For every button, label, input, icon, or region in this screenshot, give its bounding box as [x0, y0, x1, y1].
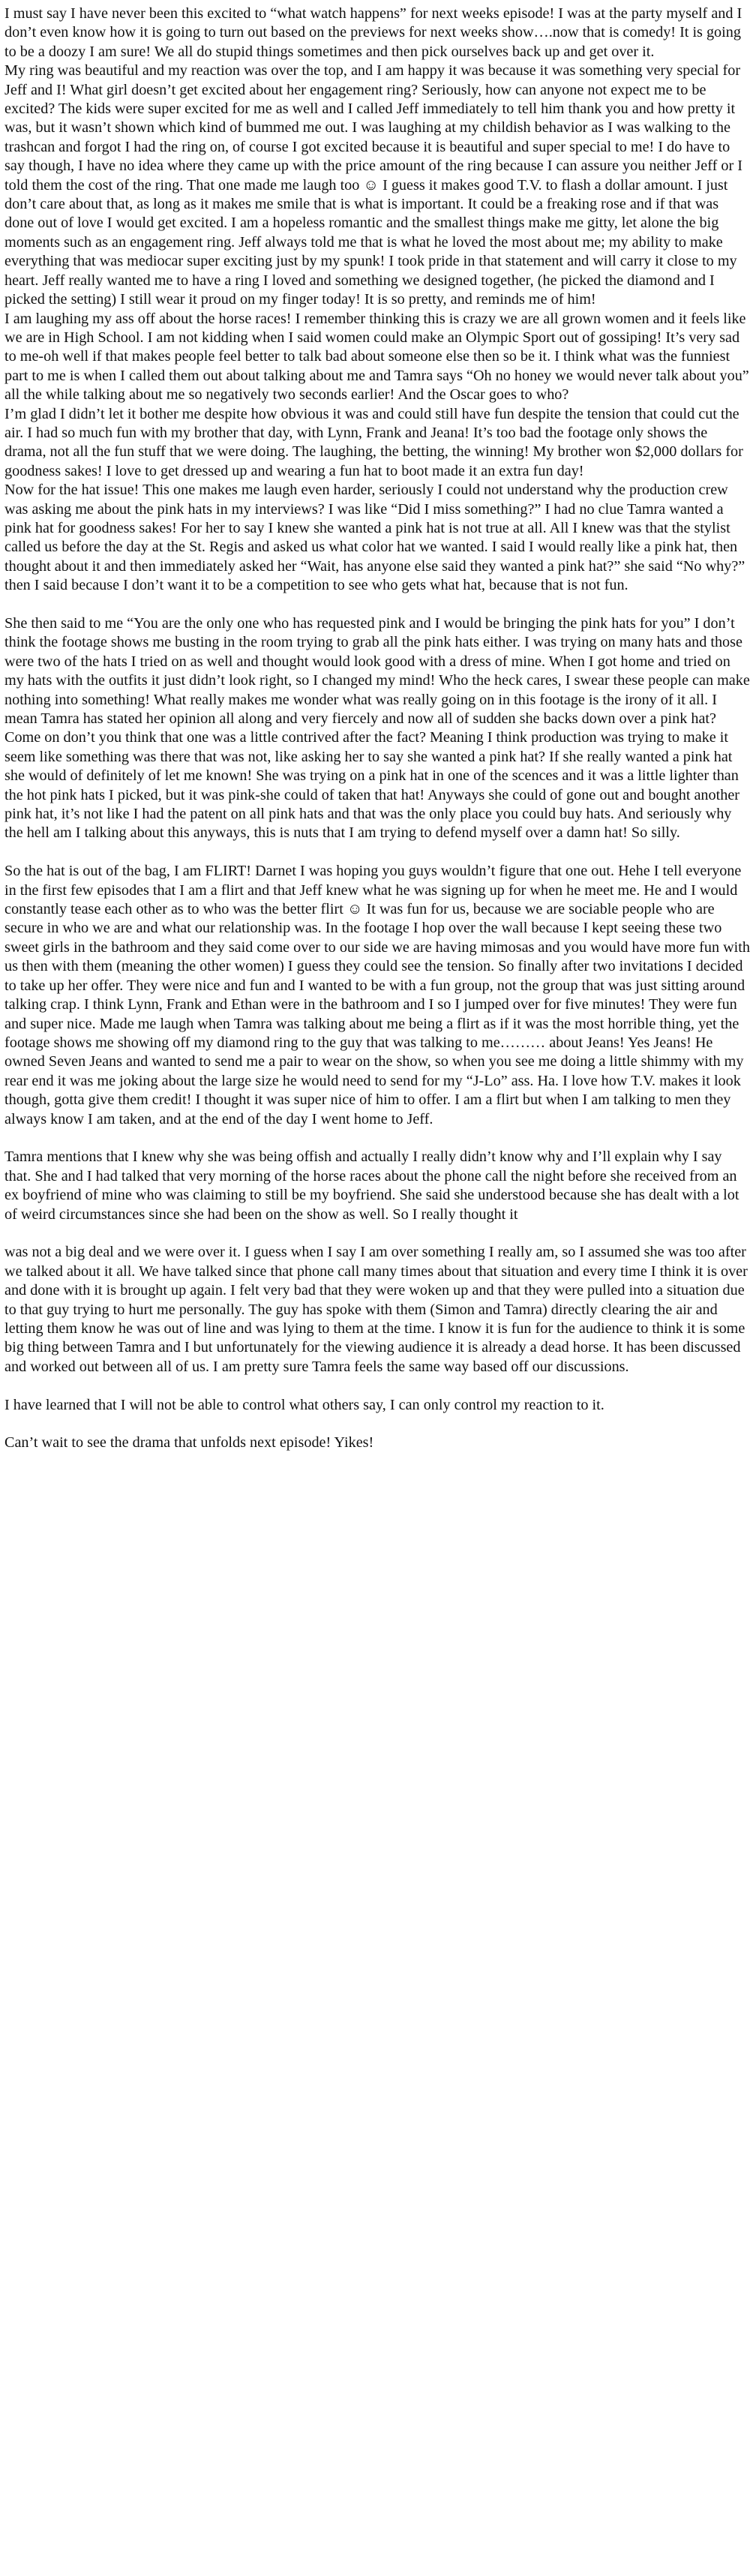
paragraph-engagement-ring: My ring was beautiful and my reaction was over the top, and I am happy it was because it was something very special for Jeff and I! What girl doesn’t get excited about her engagement ring? Seriously, how can anyone not expect me to be excited? The kids were super excited for me as well and I called Jeff immediately to tell him thank you and how pretty it was, but it wasn’t shown which kind of bummed me out. I was laughing at my childish behavior as I was walking to the trashcan and forgot I had the ring on, of course I got excited because it is beautiful and super special to me! I do have to say though, I have no idea where they came up with the price amount of the ring because I can assure you neither Jeff or I told them the cost of the ring. That one made me laugh too ☺ I guess it makes good T.V. to flash a dollar amount. I just don’t care about that, as long as it makes me smile that is what is important. It could be a freaking rose and if that was done out of love I would get excited. I am a hopeless romantic and the smallest things make me gitty, let alone the big moments such as an engagement ring. Jeff always told me that is what he loved the most about me; my ability to make everything that was mediocar super exciting just by my spunk! I took pride in that statement and will carry it close to my heart. Jeff really wanted me to have a ring I loved and something we designed together, (he picked the diamond and I picked the setting) I still wear it proud on my finger today! It is so pretty, and reminds me of him!	[4, 62, 742, 308]
paragraph-flirt: So the hat is out of the bag, I am FLIRT! Darnet I was hoping you guys wouldn’t figure that one out. Hehe I tell everyone in the first few episodes that I am a flirt and that Jeff knew what he was signing up for when he meet me. He and I would constantly tease each other as to who was the better flirt ☺ It was fun for us, because we are sociable people who are secure in who we are and what our relationship was. In the footage I hop over the wall because I kept seeing these two sweet girls in the bathroom and they said come over to our side we are having mimosas and you would have more fun with us then with them (meaning the other women) I guess they could see the tension. So finally after two invitations I decided to take up her offer. They were nice and fun and I wanted to be with a fun group, not the group that was just sitting around talking crap. I think Lynn, Frank and Ethan were in the bathroom and I so I jumped over for five minutes! They were fun and super nice. Made me laugh when Tamra was talking about me being a flirt as if it was the most horrible thing, yet the footage shows me showing off my diamond ring to the guy that was talking to me……… about Jeans! Yes Jeans! He owned Seven Jeans and wanted to send me a pair to wear on the show, so when you see me doing a little shimmy with my rear end it was me joking about the large size he would need to send for my “J-Lo” ass. Ha. I love how T.V. makes it look though, gotta give them credit! I thought it was super nice of him to offer. I am a flirt but when I am talking to men they always know I am taken, and at the end of the day I went home to Jeff.	[4, 863, 750, 1127]
paragraph-episode-intro: I must say I have never been this excited to “what watch happens” for next weeks episode! I was at the party myself and I don’t even know how it is going to turn out based on the previews for next weeks show….now that is comedy! It is going to be a doozy I am sure! We all do stupid things sometimes and then pick ourselves back up and get over it.	[4, 5, 742, 60]
paragraph-closing: Can’t wait to see the drama that unfolds next episode! Yikes!	[4, 1434, 374, 1452]
paragraph-tamra-offish: Tamra mentions that I knew why she was being offish and actually I really didn’t know why and I’ll explain why I say that. She and I had talked that very morning of the horse races about the phone call the night before she received from an ex boyfriend of mine who was claiming to still be my boyfriend. She said she understood because she has dealt with a lot of weird circumstances since she had been on the show as well. So I really thought it	[4, 1148, 740, 1223]
paragraph-horse-races: I am laughing my ass off about the horse races! I remember thinking this is crazy we are all grown women and it feels like we are in High School. I am not kidding when I said women could make an Olympic Sport out of gossiping! It’s very sad to me-oh well if that makes people feel better to talk bad about someone else then so be it. I think what was the funniest part to me is when I called them out about talking about me and Tamra says “Oh no honey we would never talk about you” all the while talking about me so negatively two seconds earlier! And the Oscar goes to who?	[4, 310, 749, 404]
paragraph-control-reaction: I have learned that I will not be able to control what others say, I can only control my reaction to it.	[4, 1396, 604, 1413]
paragraph-fun-day: I’m glad I didn’t let it bother me despite how obvious it was and could still have fun despite the tension that could cut the air. I had so much fun with my brother that day, with Lynn, Frank and Jeana! It’s too bad the footage only shows the drama, not all the fun stuff that we were doing. The laughing, the betting, the winning! My brother won $2,000 dollars for goodness sakes! I love to get dressed up and wearing a fun hat to boot made it an extra fun day!	[4, 405, 743, 479]
paragraph-dead-horse: was not a big deal and we were over it. I guess when I say I am over something I really am, so I assumed she was too after we talked about it all. We have talked since that phone call many times about that situation and every time I think it is over and done with it is brought up again. I felt very bad that they were woken up and that they were pulled into a situation due to that guy trying to hurt me personally. The guy has spoke with them (Simon and Tamra) directly clearing the air and letting them know he was out of line and was lying to them at the time. I know it is fun for the audience to think it is some big thing between Tamra and I but unfortunately for the viewing audience it is already a dead horse. It has been discussed and worked out between all of us. I am pretty sure Tamra feels the same way based off our discussions.	[4, 1244, 748, 1375]
paragraph-pink-hats: She then said to me “You are the only one who has requested pink and I would be bringing the pink hats for you” I don’t think the footage shows me busting in the room trying to grab all the pink hats either. I was trying on many hats and those were two of the hats I tried on as well and thought would look good with a dress of mine. When I got home and tried on my hats with the outfits it just didn’t look right, so I changed my mind! Who the heck cares, I swear these people can make nothing into something! What really makes me wonder what was really going on in this footage is the irony of it all. I mean Tamra has stated her opinion all along and very fiercely and now all of sudden she backs down over a pink hat? Come on don’t you think that one was a little contrived after the fact? Meaning I think production was trying to make it seem like something was there that was not, like asking her to say she wanted a pink hat? If she really wanted a pink hat she would of definitely of let me known! She was trying on a pink hat in one of the scences and it was a little lighter than the hot pink hats I picked, but it was pink-she could of taken that hat! Anyways she could of gone out and bought another pink hat, it’s not like I had the patent on all pink hats and that was the only place you could buy hats. And seriously why the hell am I talking about this anyways, this is nuts that I am trying to defend myself over a damn hat! So silly.	[4, 614, 750, 842]
paragraph-hat-issue: Now for the hat issue! This one makes me laugh even harder, seriously I could not understand why the production crew was asking me about the pink hats in my interviews? I was like “Did I miss something?” I had no clue Tamra wanted a pink hat for goodness sakes! For her to say I knew she wanted a pink hat is not true at all. All I knew was that the stylist called us before the day at the St. Regis and asked us what color hat we wanted. I said I would really like a pink hat, then thought about it and then immediately asked her “Wait, has anyone else said they wanted a pink hat?” she said “No why?” then I said because I don’t want it to be a competition to see who gets what hat, because that is not fun.	[4, 482, 746, 594]
